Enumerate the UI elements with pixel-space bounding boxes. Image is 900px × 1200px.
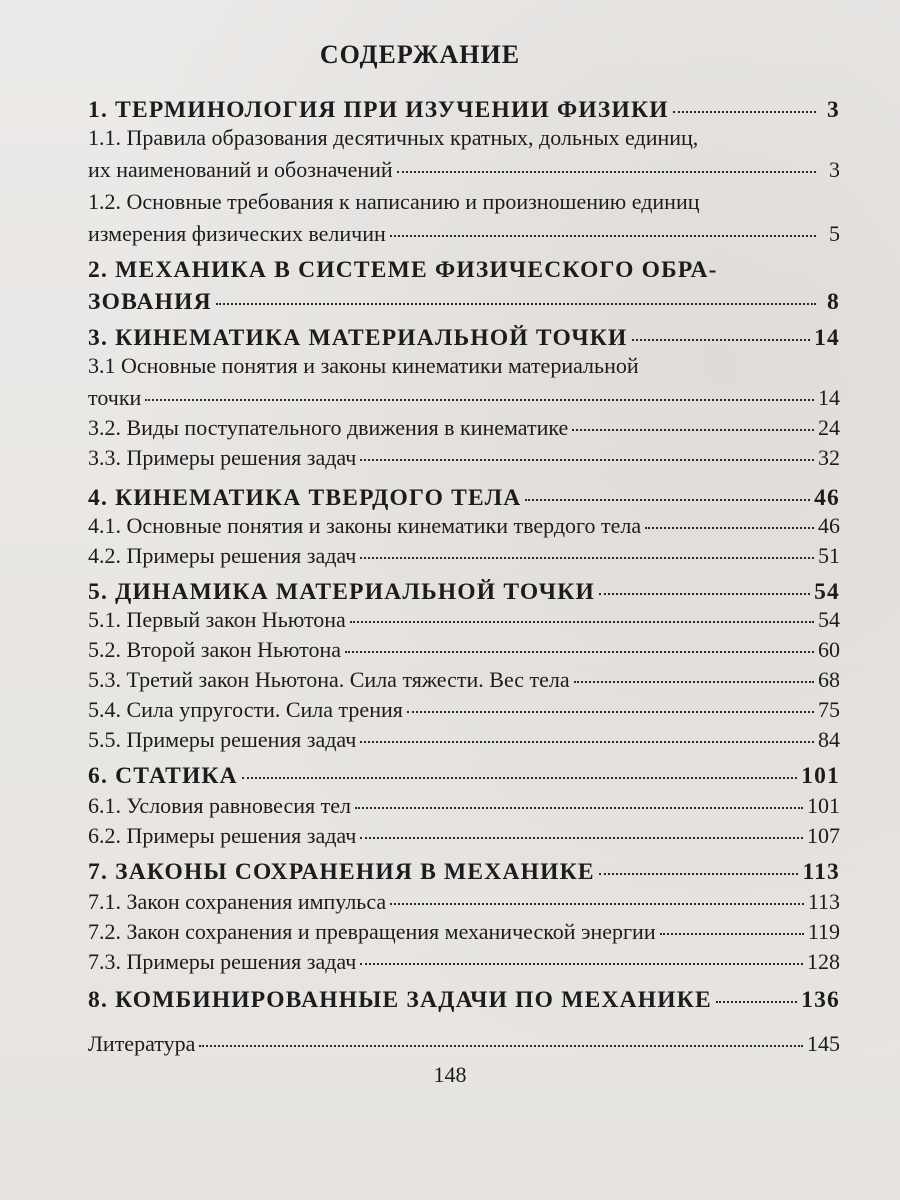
toc-entry-text: 5.1. Первый закон Ньютона <box>88 607 346 632</box>
dot-leader <box>572 429 814 431</box>
toc-entry-text: 6. СТАТИКА <box>88 763 238 789</box>
dot-leader <box>199 1045 803 1047</box>
toc-page-number: 14 <box>818 385 840 410</box>
toc-entry <box>88 444 840 472</box>
toc-entry <box>88 606 840 634</box>
toc-page-number: 75 <box>818 697 840 722</box>
toc-entry-text: 8. КОМБИНИРОВАННЫЕ ЗАДАЧИ ПО МЕХАНИКЕ <box>88 987 712 1013</box>
toc-page-number: 32 <box>818 445 840 470</box>
toc-entry-text: 7.3. Примеры решения задач <box>88 949 357 974</box>
toc-entry-text: 2. МЕХАНИКА В СИСТЕМЕ ФИЗИЧЕСКОГО ОБРА- <box>88 257 718 283</box>
toc-page-number: 46 <box>814 485 840 511</box>
toc-entry-text: 5.4. Сила упругости. Сила трения <box>88 697 403 722</box>
dot-leader <box>216 303 816 305</box>
toc-entry-text: 5.2. Второй закон Ньютона <box>88 637 341 662</box>
toc-entry-text: 6.1. Условия равновесия тел <box>88 793 351 818</box>
dot-leader <box>397 171 816 173</box>
toc-entry <box>88 414 840 442</box>
toc-entry <box>88 888 840 916</box>
toc-page-number: 113 <box>807 889 840 914</box>
toc-entry <box>88 792 840 820</box>
toc-entry-text: 5. ДИНАМИКА МАТЕРИАЛЬНОЙ ТОЧКИ <box>88 579 595 605</box>
toc-entry <box>88 512 840 540</box>
dot-leader <box>145 399 814 401</box>
toc-page-number: 5 <box>829 221 840 246</box>
toc-entry <box>88 696 840 724</box>
page-title: СОДЕРЖАНИЕ <box>319 40 521 69</box>
dot-leader <box>407 711 814 713</box>
dot-leader <box>574 681 814 683</box>
toc-entry-text: точки <box>88 385 142 410</box>
toc-chapter <box>88 256 840 316</box>
dot-leader <box>645 527 814 529</box>
dot-leader <box>525 499 810 501</box>
toc-chapter <box>88 986 840 1014</box>
toc-page-number: 54 <box>818 607 840 632</box>
page-number: 148 <box>433 1062 467 1087</box>
toc-entry-text: 3.3. Примеры решения задач <box>88 445 357 470</box>
toc-entry-text: измерения физических величин <box>88 221 386 246</box>
toc-entry-text: 3.2. Виды поступательного движения в кинематике <box>88 415 569 440</box>
toc-entry <box>88 726 840 754</box>
dot-leader <box>716 1001 797 1003</box>
toc-page-number: 24 <box>818 415 840 440</box>
toc-chapter <box>88 578 840 606</box>
toc-entry <box>88 918 840 946</box>
dot-leader <box>390 235 816 237</box>
toc-entry-text: 5.3. Третий закон Ньютона. Сила тяжести. Вес тела <box>88 667 570 692</box>
toc-entry-text: Литература <box>88 1031 196 1056</box>
toc-page-number: 60 <box>818 637 840 662</box>
dot-leader <box>632 339 811 341</box>
toc-page-number: 14 <box>814 325 840 351</box>
toc-page-number: 54 <box>814 579 840 605</box>
toc-entry-text: 3. КИНЕМАТИКА МАТЕРИАЛЬНОЙ ТОЧКИ <box>88 325 628 351</box>
toc-page-number: 128 <box>807 949 840 974</box>
toc-entry <box>88 948 840 976</box>
dot-leader <box>355 807 803 809</box>
toc-page-number: 84 <box>818 727 840 752</box>
toc-page-number: 51 <box>818 543 840 568</box>
toc-entry-text: 4.2. Примеры решения задач <box>88 543 357 568</box>
toc-entry-text: 4.1. Основные понятия и законы кинематики твердого тела <box>88 513 642 538</box>
dot-leader <box>350 621 814 623</box>
dot-leader <box>360 741 814 743</box>
toc-entry <box>88 188 840 248</box>
toc-page-number: 119 <box>807 919 840 944</box>
toc-entry <box>88 636 840 664</box>
dot-leader <box>345 651 814 653</box>
dot-leader <box>360 557 814 559</box>
toc-page-number: 136 <box>801 987 840 1013</box>
toc-entry <box>88 352 840 412</box>
toc-page-number: 3 <box>827 97 840 123</box>
toc-entry <box>88 822 840 850</box>
dot-leader <box>360 459 814 461</box>
toc-chapter <box>88 324 840 352</box>
toc-entry-text: 1.2. Основные требования к написанию и произношению единиц <box>88 189 700 214</box>
toc-entry-text: 1. ТЕРМИНОЛОГИЯ ПРИ ИЗУЧЕНИИ ФИЗИКИ <box>88 97 669 123</box>
dot-leader <box>242 777 797 779</box>
toc-page-number: 68 <box>818 667 840 692</box>
toc-entry <box>88 666 840 694</box>
toc-chapter <box>88 484 840 512</box>
toc-page-number: 101 <box>801 763 840 789</box>
toc-entry-text: 4. КИНЕМАТИКА ТВЕРДОГО ТЕЛА <box>88 485 522 511</box>
dot-leader <box>390 903 804 905</box>
toc-page-number: 8 <box>827 289 840 315</box>
toc-entry-text: ЗОВАНИЯ <box>88 289 212 315</box>
toc-chapter <box>88 858 840 886</box>
toc-page-number: 101 <box>807 793 840 818</box>
toc-entry-text: их наименований и обозначений <box>88 157 393 182</box>
toc-entry-text: 5.5. Примеры решения задач <box>88 727 357 752</box>
toc-page-number: 145 <box>807 1031 840 1056</box>
toc-entry <box>88 542 840 570</box>
dot-leader <box>673 111 816 113</box>
toc-entry-text: 7.1. Закон сохранения импульса <box>88 889 387 914</box>
toc-entry-text: 1.1. Правила образования десятичных кратных, дольных единиц, <box>88 125 699 150</box>
toc-chapter <box>88 96 840 124</box>
toc-page-number: 107 <box>807 823 840 848</box>
dot-leader <box>660 933 804 935</box>
toc-entry-text: 7. ЗАКОНЫ СОХРАНЕНИЯ В МЕХАНИКЕ <box>88 859 595 885</box>
toc-entry-text: 7.2. Закон сохранения и превращения механической энергии <box>88 919 656 944</box>
dot-leader <box>599 593 810 595</box>
toc-page-number: 113 <box>802 859 840 885</box>
toc-chapter <box>88 762 840 790</box>
dot-leader <box>599 873 799 875</box>
dot-leader <box>360 963 803 965</box>
toc-entry-text: 6.2. Примеры решения задач <box>88 823 357 848</box>
toc-entry <box>88 1030 840 1058</box>
toc-entry-text: 3.1 Основные понятия и законы кинематики материальной <box>88 353 639 378</box>
toc-entry <box>88 124 840 184</box>
toc-page-number: 46 <box>818 513 840 538</box>
dot-leader <box>360 837 803 839</box>
toc-page-number: 3 <box>829 157 840 182</box>
